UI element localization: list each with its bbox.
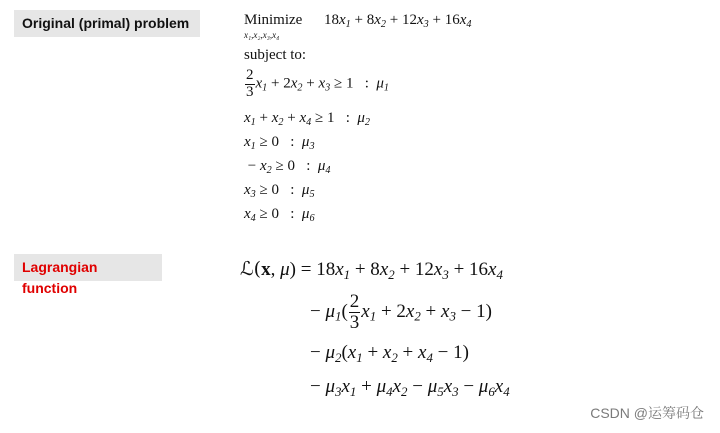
constraint-3: $x_1 \ge 0$ : $\mu_3$ [244,134,315,153]
objective-line [244,12,472,40]
lagrangian-line-2: − $\mu_1$( $\frac{2}{3}$ $x_1 + 2x_2 + x_3 - 1$) [310,291,492,333]
constraint-1: $\frac{2}{3}$ $x_1 + 2x_2 + x_3 \ge 1$ : $\mu_1$ [246,67,390,100]
primal-problem-label: Original (primal) problem [14,10,200,37]
objective-function: $18x_1 + 8x_2 + 12x_3 + 16x_4$ [324,12,472,31]
watermark: CSDN @运筹码仓 [590,405,704,421]
lagrangian-line-4: − $\mu_3x_1 + \mu_4x_2 - \mu_5x_3 - \mu_6x_4$ [310,376,510,399]
constraint-2: $x_1 + x_2 + x_4 \ge 1$ : $\mu_2$ [244,110,371,129]
subject-to: subject to: [244,47,307,63]
lagrangian-function-label: Lagrangian function [14,254,162,281]
constraint-6: $x_4 \ge 0$ : $\mu_6$ [244,206,315,225]
minimize-keyword: Minimize [244,12,303,28]
constraint-5: $x_3 \ge 0$ : $\mu_5$ [244,182,315,201]
lagrangian-line-3: − $\mu_2(x_1 + x_2 + x_4 - 1)$ [310,342,469,365]
minimize-subscript: x₁,x₂,x₃,x₄ [244,30,280,40]
constraint-4: − $x_2 \ge 0$ : $\mu_4$ [244,158,331,177]
lagrangian-line-1: ℒ(x, $\mu) = 18x_1 + 8x_2 + 12x_3 + 16x_4$ [240,258,503,282]
